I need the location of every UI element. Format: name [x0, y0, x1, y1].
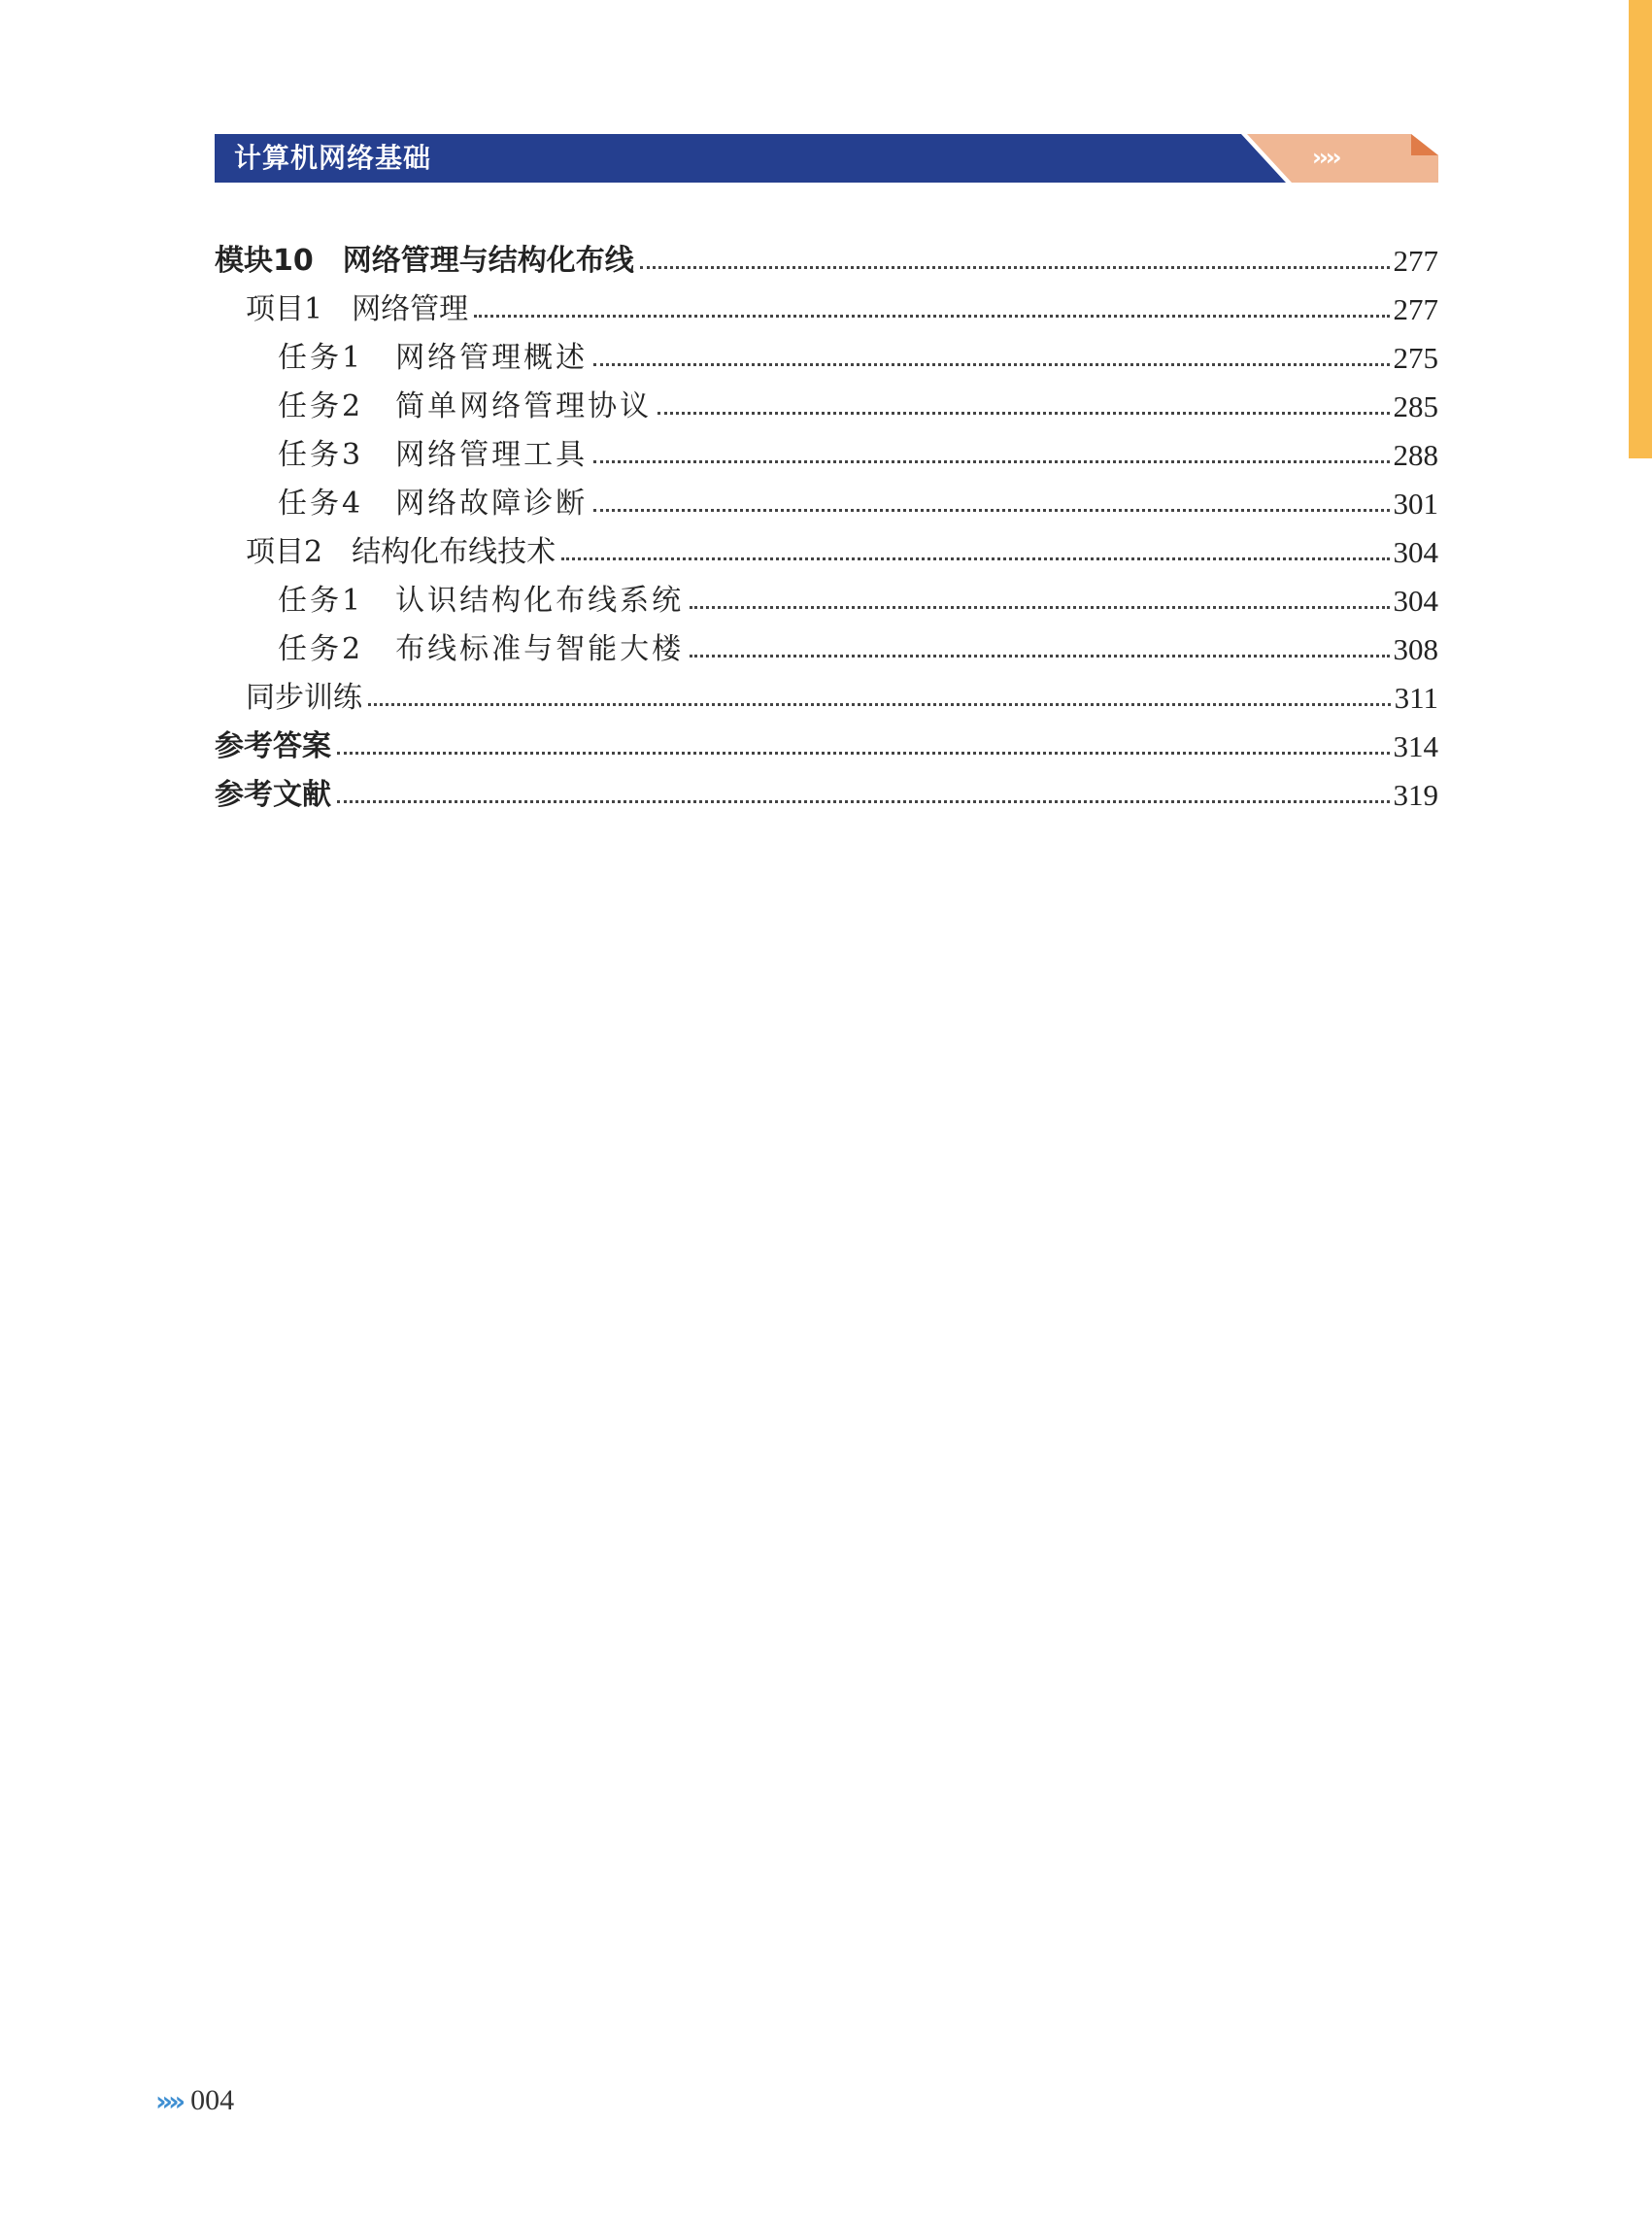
toc-entry-page: 311 — [1394, 681, 1438, 715]
toc-entry[interactable] — [215, 570, 1438, 619]
toc-entry-title: 任务4 网络故障诊断 — [278, 487, 589, 521]
toc-entry[interactable] — [215, 522, 1438, 570]
header-folded-corner — [1411, 134, 1438, 155]
toc-entry[interactable] — [215, 764, 1438, 813]
toc-entry-page: 304 — [1393, 584, 1438, 618]
dot-leader — [561, 557, 1389, 560]
dot-leader — [474, 315, 1389, 318]
chevron-arrows-icon: ›››› — [1312, 144, 1339, 171]
table-of-contents — [215, 230, 1438, 813]
toc-entry-page: 319 — [1393, 778, 1438, 812]
dot-leader — [337, 800, 1390, 803]
toc-entry-title: 任务1 网络管理概述 — [278, 341, 589, 375]
running-header — [215, 134, 1438, 183]
toc-entry-title: 模块10 网络管理与结构化布线 — [215, 244, 634, 278]
toc-entry-page: 301 — [1393, 487, 1438, 521]
dot-leader — [593, 363, 1389, 366]
dot-leader — [690, 655, 1389, 657]
dot-leader — [593, 460, 1389, 463]
toc-entry-title: 任务3 网络管理工具 — [278, 438, 589, 472]
dot-leader — [640, 266, 1390, 269]
toc-entry-title: 参考答案 — [215, 729, 331, 763]
toc-entry-title: 任务2 布线标准与智能大楼 — [278, 632, 685, 666]
toc-entry[interactable] — [215, 230, 1438, 279]
toc-entry-page: 314 — [1393, 729, 1438, 763]
toc-entry[interactable] — [215, 376, 1438, 424]
toc-entry[interactable] — [215, 619, 1438, 667]
toc-entry[interactable] — [215, 473, 1438, 522]
toc-entry-page: 288 — [1393, 438, 1438, 472]
dot-leader — [690, 606, 1389, 609]
toc-entry-title: 项目2 结构化布线技术 — [246, 535, 556, 569]
toc-entry-title: 同步训练 — [246, 681, 362, 715]
book-title: 计算机网络基础 — [234, 142, 432, 174]
dot-leader — [337, 752, 1390, 755]
toc-entry[interactable] — [215, 667, 1438, 716]
page-number: 004 — [190, 2084, 235, 2116]
toc-entry-page: 277 — [1393, 292, 1438, 326]
toc-entry[interactable] — [215, 716, 1438, 764]
toc-entry-page: 304 — [1393, 535, 1438, 569]
dot-leader — [368, 703, 1391, 706]
toc-entry-title: 参考文献 — [215, 778, 331, 812]
toc-entry-title: 项目1 网络管理 — [246, 292, 469, 326]
toc-entry-page: 285 — [1393, 389, 1438, 423]
toc-entry-page: 277 — [1393, 244, 1438, 278]
side-color-strip — [1629, 0, 1652, 458]
toc-entry-title: 任务1 认识结构化布线系统 — [278, 584, 685, 618]
toc-entry-title: 任务2 简单网络管理协议 — [278, 389, 653, 423]
toc-entry[interactable] — [215, 327, 1438, 376]
toc-entry[interactable] — [215, 424, 1438, 473]
toc-entry-page: 275 — [1393, 341, 1438, 375]
toc-entry[interactable] — [215, 279, 1438, 327]
page-footer — [155, 2083, 234, 2118]
chevron-arrows-icon: ›››› — [155, 2084, 182, 2117]
dot-leader — [593, 509, 1389, 512]
toc-entry-page: 308 — [1393, 632, 1438, 666]
dot-leader — [657, 412, 1389, 415]
